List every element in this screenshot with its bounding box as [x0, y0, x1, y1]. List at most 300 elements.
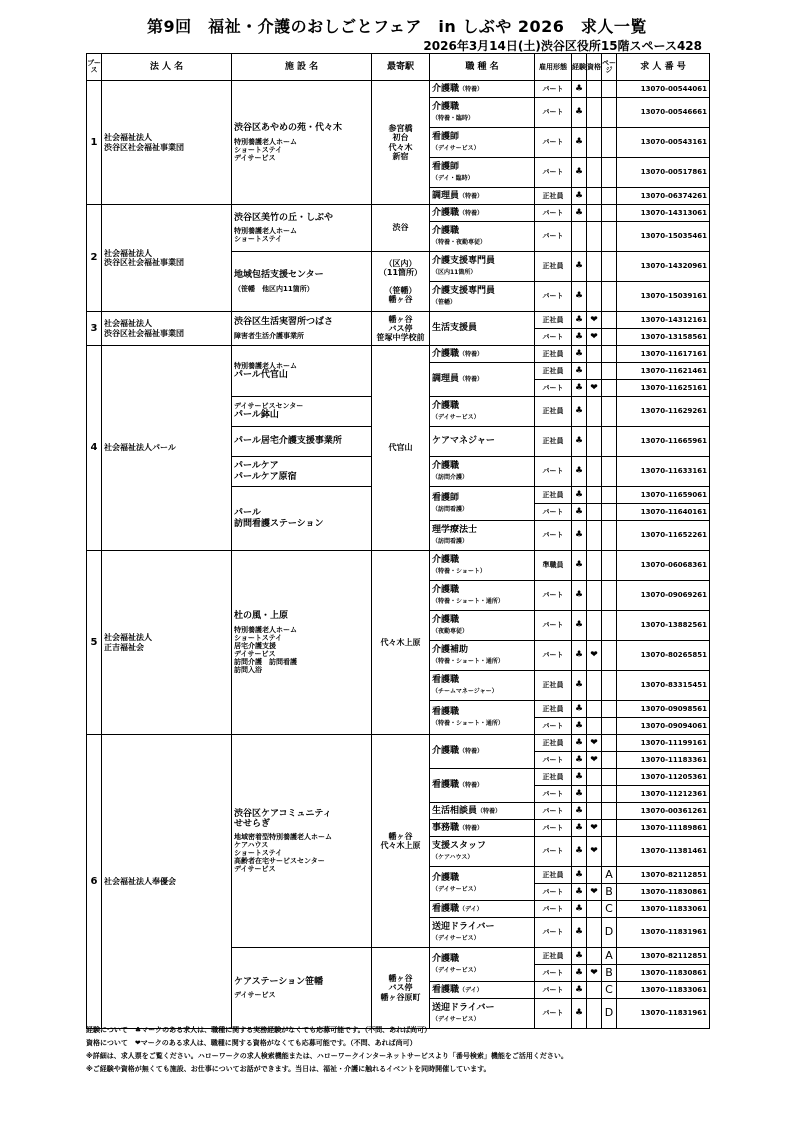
table-row [87, 551, 710, 581]
empty-cell [587, 363, 602, 380]
table-header-row [87, 54, 710, 81]
job-title-cell [430, 641, 535, 671]
empty-cell [587, 282, 602, 312]
nearest-station: （区内） （11箇所） （笹幡） 幡ヶ谷 [372, 252, 430, 312]
facility-detail: 障害者生活介護事業所 [234, 331, 304, 340]
job-title-cell [430, 98, 535, 128]
job-title-cell [430, 918, 535, 948]
heart-icon: ❤ [587, 965, 602, 982]
club-icon: ♣ [572, 611, 587, 641]
employment-type: 正社員 [535, 769, 572, 786]
footnote-line: ※詳細は、求人票をご覧ください。ハローワークの求人検索機能または、ハローワークインターネットサービスより「番号検索」機能をご活用ください。 [86, 1052, 568, 1060]
employment-type: パート [535, 158, 572, 188]
heart-icon: ❤ [587, 884, 602, 901]
employment-type: 正社員 [535, 363, 572, 380]
job-number: 13070-11617161 [617, 346, 710, 363]
employment-type: パート [535, 803, 572, 820]
facility-cell [232, 551, 372, 735]
job-subtitle: （特養・臨時） [432, 114, 475, 122]
empty-cell [587, 158, 602, 188]
job-title: 生活支援員 [432, 323, 478, 334]
employment-type: パート [535, 581, 572, 611]
facility-name: 杜の風・上原 [234, 611, 289, 622]
job-subtitle: （デイサービス） [432, 1015, 480, 1023]
job-title-cell [430, 803, 535, 820]
header-booth: ブース [87, 54, 102, 81]
job-title-cell [430, 397, 535, 427]
job-number: 13070-11831961 [617, 999, 710, 1029]
page-letter [602, 581, 617, 611]
job-title-cell [430, 948, 535, 982]
job-title-cell [430, 282, 535, 312]
empty-cell [587, 205, 602, 222]
empty-cell [587, 346, 602, 363]
page-letter [602, 329, 617, 346]
page-letter [602, 803, 617, 820]
page-letter: D [602, 918, 617, 948]
job-subtitle: （デイサービス） [432, 966, 480, 974]
facility-cell [232, 948, 372, 1029]
job-title-cell [430, 346, 535, 363]
employment-type: パート [535, 504, 572, 521]
job-title: 看護職 [432, 780, 460, 791]
page-letter [602, 188, 617, 205]
job-subtitle: （特養） [459, 824, 484, 832]
empty-cell [587, 487, 602, 504]
empty-cell [587, 982, 602, 999]
club-icon: ♣ [572, 158, 587, 188]
employment-type: 正社員 [535, 312, 572, 329]
empty-cell [587, 671, 602, 701]
club-icon: ♣ [572, 188, 587, 205]
page-letter [602, 611, 617, 641]
job-title: 調理員 [432, 190, 460, 201]
empty-cell [587, 98, 602, 128]
club-icon: ♣ [572, 965, 587, 982]
facility-detail: 特別養護老人ホーム ショートステイ デイサービス [234, 137, 297, 162]
job-number: 13070-11189861 [617, 820, 710, 837]
job-number: 13070-06374261 [617, 188, 710, 205]
job-number: 13070-09069261 [617, 581, 710, 611]
employment-type: パート [535, 982, 572, 999]
facility-name: 渋谷区美竹の丘・しぶや [234, 212, 334, 223]
facility-cell [232, 252, 372, 312]
header-corporation: 法 人 名 [102, 54, 232, 81]
job-subtitle: （訪問看護） [432, 505, 469, 513]
empty-cell [587, 81, 602, 98]
facility-cell [232, 457, 372, 487]
empty-cell [587, 427, 602, 457]
job-title-cell [430, 427, 535, 457]
page-letter [602, 701, 617, 718]
employment-type: パート [535, 128, 572, 158]
facility-detail: 特別養護老人ホーム [234, 361, 297, 370]
heart-icon: ❤ [587, 312, 602, 329]
job-number: 13070-11830861 [617, 884, 710, 901]
facility-cell [232, 735, 372, 948]
job-title: 事務職 [432, 822, 460, 833]
job-number: 13070-13158561 [617, 329, 710, 346]
page-letter [602, 363, 617, 380]
club-icon: ♣ [572, 803, 587, 820]
employment-type: パート [535, 81, 572, 98]
nearest-station: 代々木上原 [372, 551, 430, 735]
facility-name: パール 訪問看護ステーション [234, 508, 324, 529]
corporation-name: 社会福祉法人奉優会 [102, 735, 232, 1029]
empty-cell [587, 397, 602, 427]
page-letter: A [602, 948, 617, 965]
job-title: 看護職 [432, 984, 460, 995]
page-letter [602, 671, 617, 701]
job-title: 介護支援専門員 [432, 286, 496, 297]
job-number: 13070-11665961 [617, 427, 710, 457]
job-number: 13070-11199161 [617, 735, 710, 752]
employment-type: パート [535, 718, 572, 735]
job-title: 看護師 [432, 493, 460, 504]
facility-name: ケアステーション笹幡 [234, 976, 324, 987]
job-number: 13070-00544061 [617, 81, 710, 98]
club-icon: ♣ [572, 205, 587, 222]
job-number: 13070-11833061 [617, 982, 710, 999]
job-title: 介護職 [432, 746, 460, 757]
job-title: 介護職 [432, 348, 460, 359]
facility-detail: 特別養護老人ホーム ショートステイ 居宅介護支援 デイサービス 訪問介護 訪問看護 訪問入浴 [234, 625, 297, 674]
employment-type: パート [535, 752, 572, 769]
employment-type: 正社員 [535, 346, 572, 363]
corporation-name: 社会福祉法人 渋谷区社会福祉事業団 [102, 312, 232, 346]
facility-name: パール鉢山 [234, 410, 279, 421]
facility-name: 渋谷区ケアコミュニティ せせらぎ [234, 808, 332, 829]
job-number: 13070-00543161 [617, 128, 710, 158]
job-number: 13070-11633161 [617, 457, 710, 487]
job-title: 介護職 [432, 873, 460, 884]
club-icon: ♣ [572, 786, 587, 803]
facility-detail: デイサービス [234, 991, 276, 1000]
club-icon: ♣ [572, 282, 587, 312]
page-letter [602, 158, 617, 188]
club-icon: ♣ [572, 380, 587, 397]
page-title: 第9回 福祉・介護のおしごとフェア in しぶや 2026 求人一覧 [147, 17, 647, 36]
job-title-cell [430, 701, 535, 735]
page-letter [602, 397, 617, 427]
page-letter [602, 81, 617, 98]
job-title-cell [430, 521, 535, 551]
job-subtitle: （デイ） [459, 986, 483, 994]
job-title-cell [430, 158, 535, 188]
job-subtitle: （ケアハウス） [432, 853, 474, 861]
page-letter [602, 346, 617, 363]
job-subtitle: （訪問介護） [432, 473, 469, 481]
club-icon: ♣ [572, 397, 587, 427]
facility-name: パール代官山 [234, 369, 288, 380]
job-number: 13070-11831961 [617, 918, 710, 948]
page-letter [602, 735, 617, 752]
job-title-cell [430, 205, 535, 222]
nearest-station: 代官山 [372, 346, 430, 551]
job-number: 13070-11629261 [617, 397, 710, 427]
job-subtitle: （特養） [459, 748, 484, 756]
club-icon: ♣ [572, 457, 587, 487]
club-icon: ♣ [572, 641, 587, 671]
employment-type: 正社員 [535, 671, 572, 701]
club-icon: ♣ [572, 128, 587, 158]
page-letter [602, 521, 617, 551]
employment-type: パート [535, 999, 572, 1029]
empty-cell [587, 611, 602, 641]
empty-cell [587, 252, 602, 282]
employment-type: 正社員 [535, 701, 572, 718]
job-title-cell [430, 363, 535, 397]
employment-type: パート [535, 837, 572, 867]
job-number: 13070-06068361 [617, 551, 710, 581]
job-title: 理学療法士 [432, 525, 478, 536]
booth-number: 4 [87, 346, 102, 551]
job-title-cell [430, 252, 535, 282]
page-letter [602, 222, 617, 252]
job-number: 13070-14313061 [617, 205, 710, 222]
job-number: 13070-11830861 [617, 965, 710, 982]
job-subtitle: （特養） [477, 807, 502, 815]
table-row [87, 205, 710, 222]
heart-icon: ❤ [587, 329, 602, 346]
job-title: 介護職 [432, 555, 460, 566]
club-icon: ♣ [572, 735, 587, 752]
booth-number: 1 [87, 81, 102, 205]
heart-icon: ❤ [587, 820, 602, 837]
job-title: 介護補助 [432, 645, 469, 656]
empty-cell [587, 718, 602, 735]
empty-cell [587, 521, 602, 551]
job-title-cell [430, 457, 535, 487]
club-icon: ♣ [572, 487, 587, 504]
job-subtitle: （夜勤専従） [432, 627, 469, 635]
facility-detail: （笹幡 他区内11箇所） [234, 284, 314, 293]
page-letter [602, 252, 617, 282]
job-subtitle: （特養） [459, 350, 484, 358]
empty-cell [587, 803, 602, 820]
job-title-cell [430, 487, 535, 521]
job-title: 介護支援専門員 [432, 256, 496, 267]
job-title-cell [430, 820, 535, 837]
club-icon: ♣ [572, 867, 587, 884]
job-subtitle: （特養） [459, 209, 484, 217]
footnote-line: ※ご経験や資格が無くても施設、お仕事についてお話ができます。当日は、福祉・介護に触れるイベントを同時開催しています。 [86, 1065, 491, 1073]
empty-cell [587, 504, 602, 521]
page-letter [602, 282, 617, 312]
empty-cell [587, 188, 602, 205]
job-subtitle: （特養・ショート・通所） [432, 719, 504, 727]
employment-type: パート [535, 282, 572, 312]
employment-type: パート [535, 641, 572, 671]
job-title: 看護職 [432, 707, 460, 718]
booth-number: 3 [87, 312, 102, 346]
job-number: 13070-09098561 [617, 701, 710, 718]
job-title-cell [430, 901, 535, 918]
employment-type: パート [535, 329, 572, 346]
nearest-station: 参宮橋 初台 代々木 新宿 [372, 81, 430, 205]
job-title: 介護職 [432, 401, 460, 412]
job-number: 13070-11205361 [617, 769, 710, 786]
corporation-name: 社会福祉法人 渋谷区社会福祉事業団 [102, 81, 232, 205]
job-number: 13070-15039161 [617, 282, 710, 312]
job-number: 13070-82112851 [617, 867, 710, 884]
job-number: 13070-11621461 [617, 363, 710, 380]
job-title: 介護職 [432, 83, 460, 94]
club-icon: ♣ [572, 98, 587, 128]
club-icon: ♣ [572, 671, 587, 701]
empty-cell [587, 901, 602, 918]
event-date-venue: 2026年3月14日(土)渋谷区役所15階スペース428 [423, 39, 702, 53]
employment-type: 正社員 [535, 397, 572, 427]
job-title-cell [430, 867, 535, 901]
empty-cell [587, 222, 602, 252]
facility-detail: 地域密着型特別養護老人ホーム ケアハウス ショートステイ 高齢者在宅サービスセンター デイサービス [234, 833, 332, 874]
job-title: 看護職 [432, 675, 460, 686]
club-icon: ♣ [572, 884, 587, 901]
job-title: 介護職 [432, 102, 460, 113]
page-letter [602, 769, 617, 786]
nearest-station: 幡ヶ谷 バス停 笹塚中学校前 [372, 312, 430, 346]
club-icon: ♣ [572, 752, 587, 769]
table-row [87, 312, 710, 329]
facility-cell [232, 312, 372, 346]
booth-number: 5 [87, 551, 102, 735]
club-icon: ♣ [572, 81, 587, 98]
job-title-cell [430, 982, 535, 999]
footnotes [86, 1024, 726, 1076]
job-number: 13070-00517861 [617, 158, 710, 188]
header-facility: 施 設 名 [232, 54, 372, 81]
page-letter [602, 457, 617, 487]
page-letter [602, 551, 617, 581]
facility-name: パールケア パールケア原宿 [234, 461, 297, 482]
job-title-cell [430, 312, 535, 346]
job-title: 送迎ドライバー [432, 1003, 495, 1014]
heart-icon: ❤ [587, 380, 602, 397]
job-title-cell [430, 581, 535, 611]
empty-cell [587, 457, 602, 487]
job-listing-table [86, 53, 710, 1029]
page-letter [602, 312, 617, 329]
page-letter: D [602, 999, 617, 1029]
page-letter [602, 504, 617, 521]
corporation-name: 社会福祉法人 正吉福祉会 [102, 551, 232, 735]
job-subtitle: （デイサービス） [432, 934, 480, 942]
facility-name: 渋谷区あやめの苑・代々木 [234, 123, 343, 134]
job-subtitle: （デイ・臨時） [432, 174, 474, 182]
club-icon: ♣ [572, 427, 587, 457]
job-number: 13070-11381461 [617, 837, 710, 867]
job-number: 13070-80265851 [617, 641, 710, 671]
corporation-name: 社会福祉法人パール [102, 346, 232, 551]
footnote-line: 経験について ♣マークのある求人は、職種に関する実務経験がなくても応募可能です。（不問、あれば尚可） [86, 1026, 432, 1034]
job-subtitle: （特養） [459, 192, 484, 200]
job-number: 13070-82112851 [617, 948, 710, 965]
job-number: 13070-11659061 [617, 487, 710, 504]
job-title: ケアマネジャー [432, 436, 495, 447]
club-icon: ♣ [572, 769, 587, 786]
job-title: 介護職 [432, 954, 460, 965]
job-number: 13070-83315451 [617, 671, 710, 701]
nearest-station: 渋谷 [372, 205, 430, 252]
booth-number: 6 [87, 735, 102, 1029]
empty-cell [587, 581, 602, 611]
page-letter [602, 752, 617, 769]
job-number: 13070-11625161 [617, 380, 710, 397]
header-page: ページ [602, 54, 617, 81]
employment-type: パート [535, 380, 572, 397]
club-icon: ♣ [572, 551, 587, 581]
empty-cell [587, 769, 602, 786]
empty-cell [587, 948, 602, 965]
page-letter [602, 786, 617, 803]
club-icon: ♣ [572, 918, 587, 948]
job-number: 13070-13882561 [617, 611, 710, 641]
job-subtitle: （デイサービス） [432, 144, 480, 152]
club-icon: ♣ [572, 948, 587, 965]
job-number: 13070-14320961 [617, 252, 710, 282]
header-experience: 経験 [572, 54, 587, 81]
empty-cell [587, 551, 602, 581]
job-subtitle: （区内11箇所） [432, 268, 477, 276]
facility-cell [232, 346, 372, 397]
header-number: 求 人 番 号 [617, 54, 710, 81]
job-number: 13070-00546661 [617, 98, 710, 128]
heart-icon: ❤ [587, 837, 602, 867]
job-title-cell [430, 735, 535, 769]
job-number: 13070-11833061 [617, 901, 710, 918]
facility-detail: デイサービスセンター [234, 402, 304, 411]
facility-name: 渋谷区生活実習所つばさ [234, 317, 334, 328]
job-subtitle: （特養） [459, 782, 484, 790]
club-icon: ♣ [572, 329, 587, 346]
job-title: 調理員 [432, 374, 460, 385]
job-number: 13070-09094061 [617, 718, 710, 735]
header-job: 職 種 名 [430, 54, 535, 81]
job-title: 看護師 [432, 162, 460, 173]
page-letter: A [602, 867, 617, 884]
page-letter: C [602, 901, 617, 918]
employment-type: パート [535, 222, 572, 252]
job-title: 支援スタッフ [432, 841, 487, 852]
job-subtitle: （特養・ショート・通所） [432, 597, 504, 605]
employment-type: パート [535, 901, 572, 918]
empty-cell [587, 786, 602, 803]
job-title-cell [430, 837, 535, 867]
club-icon: ♣ [572, 504, 587, 521]
employment-type: 正社員 [535, 427, 572, 457]
heart-icon: ❤ [587, 735, 602, 752]
table-row [87, 346, 710, 363]
employment-type: パート [535, 98, 572, 128]
job-number: 13070-11652261 [617, 521, 710, 551]
facility-cell [232, 81, 372, 205]
job-title: 介護職 [432, 226, 460, 237]
facility-name: 地域包括支援センター [234, 270, 324, 281]
job-number: 13070-11183361 [617, 752, 710, 769]
job-title: 介護職 [432, 207, 460, 218]
club-icon: ♣ [572, 999, 587, 1029]
job-title: 生活相談員 [432, 805, 478, 816]
empty-cell [587, 918, 602, 948]
corporation-name: 社会福祉法人 渋谷区社会福祉事業団 [102, 205, 232, 312]
page-letter [602, 820, 617, 837]
job-subtitle: （デイ） [459, 905, 483, 913]
page-letter [602, 427, 617, 457]
facility-cell [232, 487, 372, 551]
page-letter [602, 837, 617, 867]
table-row [87, 81, 710, 98]
